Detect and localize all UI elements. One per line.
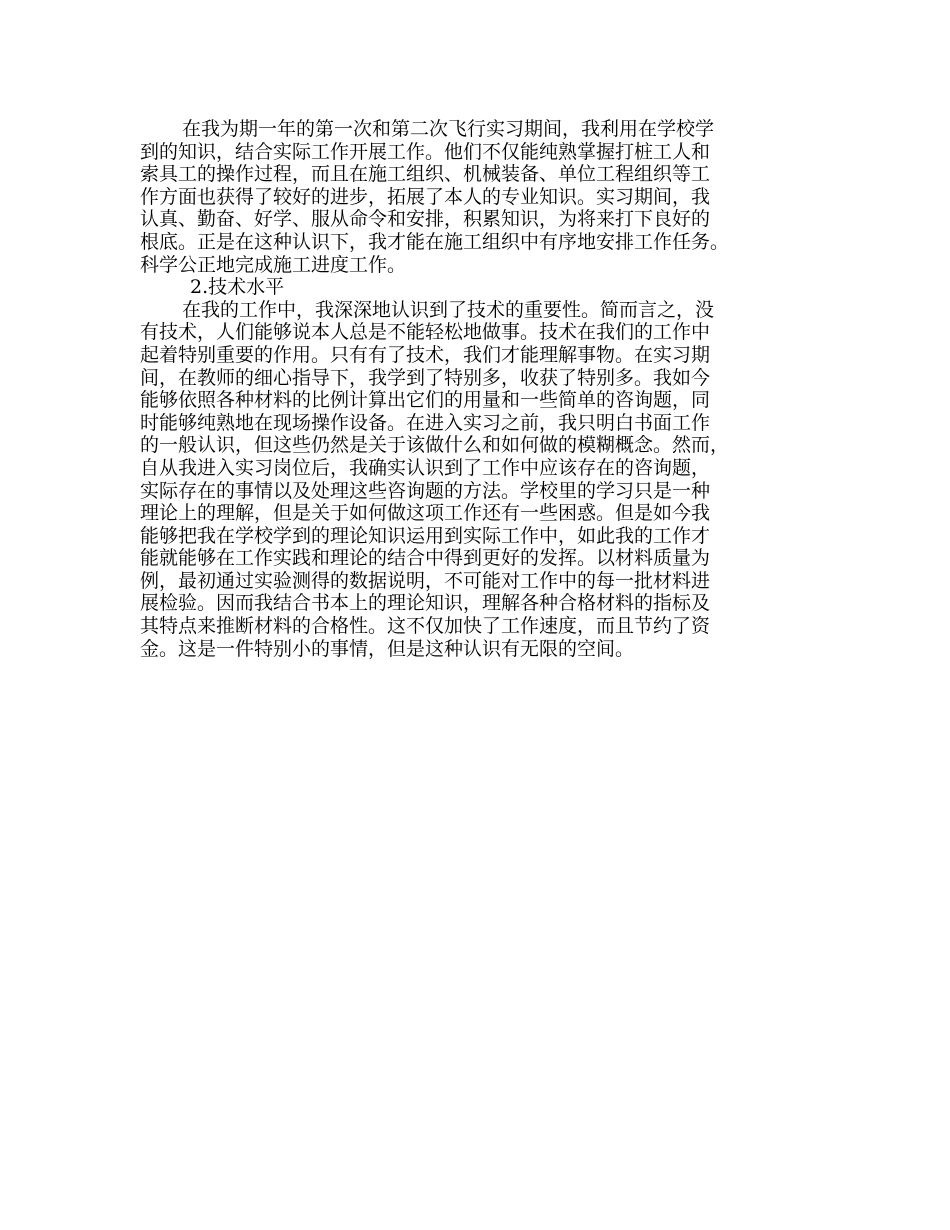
paragraph-line: 有技术，人们能够说本人总是不能轻松地做事。技术在我们的工作中 xyxy=(140,321,711,344)
paragraph-line: 展检验。因而我结合书本上的理论知识，理解各种合格材料的指标及 xyxy=(140,592,711,615)
paragraph-line: 理论上的理解，但是关于如何做这项工作还有一些困惑。但是如今我 xyxy=(140,502,711,525)
section-heading: 2.技术水平 xyxy=(190,276,285,299)
paragraph-line: 金。这是一件特别小的事情，但是这种认识有无限的空间。 xyxy=(140,637,635,660)
paragraph-line: 认真、勤奋、好学、服从命令和安排，积累知识，为将来打下良好的 xyxy=(140,208,711,231)
paragraph-line: 能够把我在学校学到的理论知识运用到实际工作中，如此我的工作才 xyxy=(140,524,711,547)
paragraph-line: 在我为期一年的第一次和第二次飞行实习期间，我利用在学校学 xyxy=(182,118,715,140)
paragraph-internship-experience xyxy=(140,118,830,276)
paragraph-line: 到的知识，结合实际工作开展工作。他们不仅能纯熟掌握打桩工人和 xyxy=(140,140,711,163)
paragraph-line: 例，最初通过实验测得的数据说明，不可能对工作中的每一批材料进 xyxy=(140,569,711,592)
paragraph-line: 根底。正是在这种认识下，我才能在施工组织中有序地安排工作任务。 xyxy=(140,230,730,253)
paragraph-line: 自从我进入实习岗位后，我确实认识到了工作中应该存在的咨询题， xyxy=(140,456,711,479)
document-body xyxy=(140,118,830,660)
paragraph-line: 起着特别重要的作用。只有有了技术，我们才能理解事物。在实习期 xyxy=(140,343,711,366)
paragraph-line: 其特点来推断材料的合格性。这不仅加快了工作速度，而且节约了资 xyxy=(140,615,711,638)
paragraph-line: 的一般认识，但这些仍然是关于该做什么和如何做的模糊概念。然而， xyxy=(140,434,730,457)
paragraph-line: 科学公正地完成施工进度工作。 xyxy=(140,253,407,276)
paragraph-line: 实际存在的事情以及处理这些咨询题的方法。学校里的学习只是一种 xyxy=(140,479,711,502)
paragraph-technical-skills xyxy=(140,299,830,661)
paragraph-line: 时能够纯熟地在现场操作设备。在进入实习之前，我只明白书面工作 xyxy=(140,411,711,434)
paragraph-line: 在我的工作中，我深深地认识到了技术的重要性。简而言之，没 xyxy=(182,298,715,321)
paragraph-line: 能够依照各种材料的比例计算出它们的用量和一些简单的咨询题，同 xyxy=(140,389,711,412)
paragraph-line: 间，在教师的细心指导下，我学到了特别多，收获了特别多。我如今 xyxy=(140,366,711,389)
paragraph-line: 作方面也获得了较好的进步，拓展了本人的专业知识。实习期间，我 xyxy=(140,185,711,208)
paragraph-line: 索具工的操作过程，而且在施工组织、机械装备、单位工程组织等工 xyxy=(140,163,711,186)
paragraph-line: 能就能够在工作实践和理论的结合中得到更好的发挥。以材料质量为 xyxy=(140,547,711,570)
